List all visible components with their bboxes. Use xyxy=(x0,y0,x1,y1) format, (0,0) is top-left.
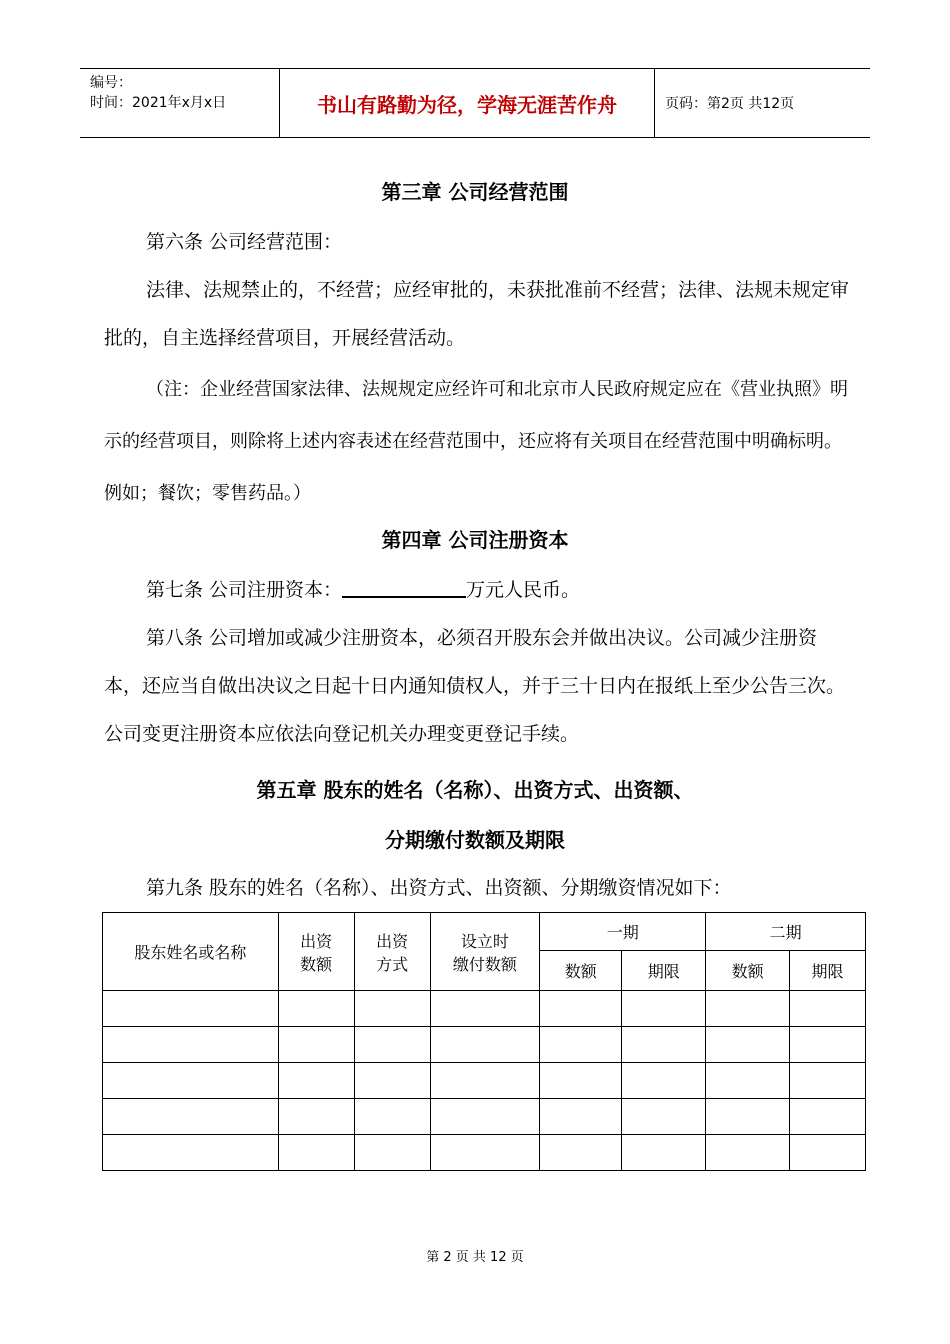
header-phase2-term: 期限 xyxy=(790,951,866,991)
header-phase2: 二期 xyxy=(706,913,866,951)
table-row xyxy=(103,1027,866,1063)
article7-prefix: 第七条 公司注册资本： xyxy=(146,579,343,601)
header-shareholder-name: 股东姓名或名称 xyxy=(103,913,279,991)
table-row xyxy=(103,1063,866,1099)
article7 xyxy=(146,566,846,614)
header-setup-payment: 设立时 缴付数额 xyxy=(430,913,540,991)
header-page-info: 页码：第2页 共12页 xyxy=(665,96,795,112)
header-amount: 出资 数额 xyxy=(278,913,354,991)
header-phase1: 一期 xyxy=(540,913,706,951)
document-header xyxy=(80,68,870,138)
number-label: 编号： xyxy=(90,75,132,91)
chapter3-body: 法律、法规禁止的，不经营；应经审批的，未获批准前不经营；法律、法规未规定审批的，自主选择经营项目，开展经营活动。 xyxy=(104,279,850,349)
chapter4-title: 第四章 公司注册资本 xyxy=(381,528,569,552)
article8: 第八条 公司增加或减少注册资本，必须召开股东会并做出决议。公司减少注册资本，还应当自做出决议之日起十日内通知债权人，并于三十日内在报纸上至少公告三次。公司变更注册资本应依法向登记机关办理变更登记手续。 xyxy=(104,627,846,745)
table-row xyxy=(103,1135,866,1171)
chapter3-note: （注：企业经营国家法律、法规规定应经许可和北京市人民政府规定应在《营业执照》明示的经营项目，则除将上述内容表述在经营范围中，还应将有关项目在经营范围中明确标明。例如；餐饮；零售药品。） xyxy=(104,379,848,504)
header-meta xyxy=(80,69,280,137)
shareholder-table xyxy=(102,912,866,1171)
capital-blank xyxy=(342,576,466,598)
article9: 第九条 股东的姓名（名称）、出资方式、出资额、分期缴资情况如下： xyxy=(146,877,732,899)
chapter5-title-line1: 第五章 股东的姓名（名称）、出资方式、出资额、 xyxy=(256,778,694,802)
article6: 第六条 公司经营范围： xyxy=(146,231,343,253)
chapter3-title: 第三章 公司经营范围 xyxy=(381,180,569,204)
header-phase2-amount: 数额 xyxy=(706,951,790,991)
header-motto: 书山有路勤为径，学海无涯苦作舟 xyxy=(280,69,655,137)
table-row xyxy=(103,991,866,1027)
header-phase1-term: 期限 xyxy=(622,951,706,991)
date-label: 时间：2021年x月x日 xyxy=(90,95,227,111)
page-footer: 第 2 页 共 12 页 xyxy=(426,1250,524,1265)
chapter5-title-line2: 分期缴付数额及期限 xyxy=(385,828,565,852)
header-phase1-amount: 数额 xyxy=(540,951,622,991)
header-method: 出资 方式 xyxy=(354,913,430,991)
table-row xyxy=(103,1099,866,1135)
article7-suffix: 万元人民币。 xyxy=(466,579,581,601)
